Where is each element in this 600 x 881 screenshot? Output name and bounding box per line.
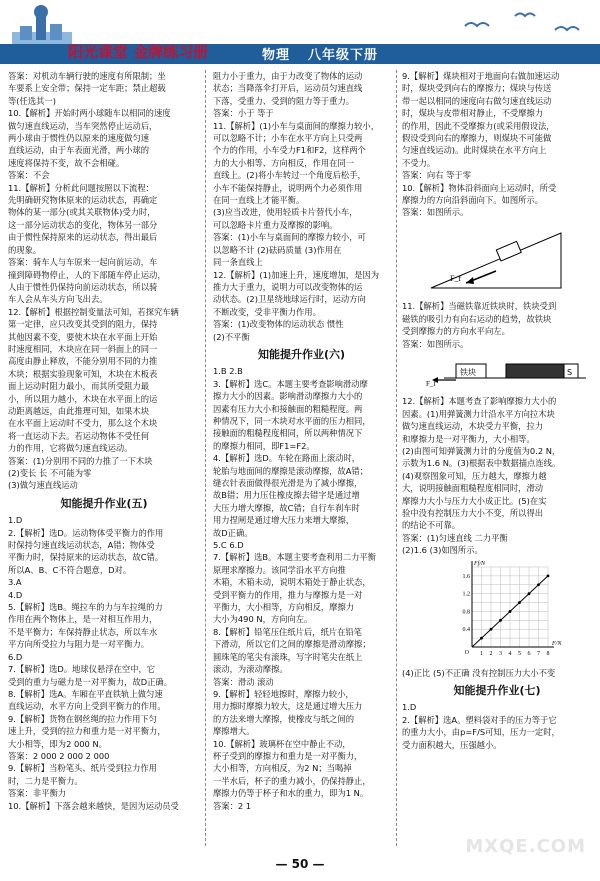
text-line: 木箱，木箱未动，说明木箱处于静止状态，	[213, 577, 371, 588]
text-line: 摩擦增大。	[213, 726, 255, 737]
text-line: 9.【解析】货物在钢丝绳的拉力作用下匀	[8, 713, 157, 724]
text-line: 可以忽略卡片重力及摩擦的影响。	[213, 219, 338, 230]
data-point	[499, 619, 502, 622]
text-line: 1.B 2.B	[213, 366, 243, 377]
text-line: 匀速直线运动)。此时煤块在水平方向上	[402, 145, 547, 156]
text-line: 的作用，因此不受摩擦力(或采用假设法，	[402, 120, 555, 131]
text-line: 12.【解析】(1)加速上升，速度增加，是因为	[213, 269, 379, 280]
y-tick-label: 0.4	[462, 626, 470, 633]
text-line: 8.【解析】铅笔压住纸片后，纸片在铅笔	[213, 626, 362, 637]
text-line: 时保持匀速直线运动状态，A错；物体受	[8, 540, 155, 551]
text-line: 时速度相同，木块应在同一斜面上的同一	[8, 343, 158, 354]
text-line: 小，所以阻力越小，木块在水平面上的运	[8, 393, 158, 404]
text-line: 直线运动，水平方向上受到平衡力的作用。	[8, 701, 166, 712]
text-line: 受到摩擦力的方向水平向左。	[402, 326, 510, 337]
text-line: 大，说明接触面粗糙程度相同时，滑动	[402, 483, 544, 494]
text-line: 下落，受重力、受到的阻力等于重力。	[213, 95, 355, 106]
text-line: 答案：骑车人与车原来一起向前运动，车	[8, 257, 158, 268]
text-line: 假设受到向右的摩擦力，则煤块不可能做	[402, 133, 552, 144]
text-line: 人由于惯性仍保持向前运动状态，所以骑	[8, 281, 158, 292]
text-line: 大小相等，方向相反，为2 N；当喝掉	[213, 763, 352, 774]
x-tick-label: 7	[537, 650, 540, 657]
text-line: 不受力。	[402, 157, 436, 168]
origin-label: O	[464, 649, 469, 656]
text-line: 动距离越远，由此推理可知，如果木块	[8, 405, 150, 416]
text-line: 10.【解析】开始时两小球随车以相同的速度	[8, 108, 171, 119]
text-line: 时，二力是平衡力。	[8, 775, 83, 786]
data-point	[528, 592, 531, 595]
text-line: 缝衣针表面做得很光滑是为了减小摩擦，	[213, 478, 363, 488]
text-line: 9.【解析】煤块相对于地面向右做加速运动	[402, 71, 560, 81]
text-line: 答案：如图所示。	[402, 207, 469, 218]
text-line: 状态；当降落伞打开后，运动员匀速直线	[213, 83, 363, 94]
text-line: 答案：(1)匀速直线 二力平衡	[402, 532, 508, 543]
text-line: (3)做匀速直线运动	[8, 480, 78, 491]
text-line: 圆珠笔的笔尖有滚珠，写字时笔尖在纸上	[213, 651, 363, 662]
text-line: 小车不能保持静止，说明两个力必须作用	[213, 182, 363, 193]
tower-illustration-icon	[12, 4, 72, 48]
text-line: 擦力大小的因素。影响滑动摩擦力大小的	[213, 391, 363, 402]
text-line: 做匀速直线运动，当车突然停止运动后，	[8, 120, 158, 131]
text-line: 示数为1.6 N。(3)根据表中数据描点连线。	[402, 458, 561, 469]
text-line: 的重力大小，由p=F/S可知，压力一定时，	[402, 727, 560, 738]
text-line: 答案：小于 等于	[213, 108, 274, 119]
text-line: 物体的某一部分(或其关联物体)受力时，	[8, 207, 156, 218]
text-line: 12.【解析】本题考查了影响摩擦力大小的	[402, 396, 557, 407]
text-line: 作用在两个物体上，是一对相互作用力，	[8, 614, 158, 625]
text-line: (4)观察图象可知，压力越大，摩擦力越	[402, 470, 547, 481]
y-tick-label: 0.8	[462, 609, 470, 616]
text-line: 车人会从车头方向飞出去。	[8, 294, 108, 305]
text-line: (2)变长 长 不可能为零	[8, 468, 92, 478]
text-line: 先明确研究物体原来的运动状态，再确定	[8, 195, 158, 206]
text-line: 答案：对机动车辆行驶的速度有所限制；坐	[8, 71, 166, 81]
text-line: (4)正比 (5)不正确 没有控制压力大小不变	[402, 667, 556, 678]
friction-label: F_f	[426, 379, 436, 388]
x-axis-label: F/N	[552, 640, 562, 647]
col1-text-block	[8, 70, 200, 492]
text-line: 受力面积越大，压强越小。	[402, 739, 502, 750]
magnet-pole-label: S	[567, 367, 573, 377]
text-line: 11.【解析】分析此问题按照以下流程：	[8, 182, 154, 193]
text-line: 面上运动时阻力最小，而其所受阻力最	[8, 381, 150, 392]
text-line: 5.【解析】选B。绳拉车的力与车拉绳的力	[8, 602, 163, 613]
text-line: (2)1.6 (3)如图所示。	[402, 545, 483, 556]
page-header	[0, 0, 600, 66]
text-line: 以忽略不计 (2)砝码质量 (3)作用在	[213, 244, 342, 255]
text-line: 3.【解析】选C。本题主要考查影响滑动摩	[213, 378, 368, 389]
text-line: 平衡力时，保持原来的运动状态，故C错。	[8, 552, 164, 563]
x-tick-label: 8	[546, 650, 550, 657]
text-line: 受到平衡力的作用，推力与摩擦力是一对	[213, 589, 363, 600]
text-line: 时，煤块受到向右的摩擦力；煤块与传送	[402, 83, 552, 94]
text-line: 答案：2 000 2 000 2 000	[8, 750, 110, 761]
data-point	[537, 583, 540, 586]
text-line: 2.【解析】选A。塑料袋对手的压力等于它	[402, 714, 557, 725]
text-line: 这一部分运动状态的变化，物体另一部分	[8, 219, 158, 230]
text-line: 6.D	[8, 651, 23, 662]
text-line: 平衡力，大小相等，方向相反，摩擦力	[213, 602, 355, 613]
text-line: 因素有压力大小和接触面的粗糙程度。两	[213, 403, 363, 414]
text-line: 5.C 6.D	[213, 540, 244, 551]
magnet-diagram	[426, 354, 586, 388]
text-line: 高度由静止释放，不能分别用不同的力推	[8, 356, 158, 367]
text-line: 两小球由于惯性仍以原来的速度做匀速	[8, 133, 150, 144]
text-line: 所以A、B、C不符合题意，D对。	[8, 564, 132, 575]
watermark: MXQE.COM	[465, 836, 586, 857]
text-line: 受到的重力与磁力是一对平衡力，故D正确。	[8, 676, 173, 687]
x-tick-label: 6	[527, 650, 531, 657]
incline-force-label: F_f	[450, 273, 462, 283]
text-line: 答案：如图所示。	[402, 338, 469, 349]
text-line: (2)不平衡	[213, 331, 250, 342]
text-line: 可以忽略不计；小车在水平方向上只受两	[213, 133, 363, 144]
text-line: 杯子受到的摩擦力和重力是一对平衡力，	[213, 750, 363, 761]
text-line: 撞到障碍物停止，人的下部随车停止运动，	[8, 269, 166, 280]
text-line: 11.【解析】当磁铁靠近铁块时，铁块受到	[402, 301, 557, 312]
text-line: 答案：滑动 滚动	[213, 676, 274, 687]
friction-chart	[450, 557, 560, 667]
y-tick-label: 1.6	[462, 573, 470, 580]
text-line: 1.D	[402, 702, 417, 713]
text-line: 答案：(1)分别用不同的力推了一下木块	[8, 455, 153, 466]
column-1	[8, 70, 200, 812]
text-line: 的摩擦力相同，即F1=F2。	[213, 440, 315, 451]
section-title-5: 知能提升作业(五)	[60, 496, 148, 510]
text-line: 和摩擦力是一对平衡力，大小相等。	[402, 433, 535, 444]
text-line: 由于惯性保持原来的运动状态，得出最后	[8, 232, 158, 243]
column-divider	[205, 70, 206, 846]
text-line: 的现象。	[8, 244, 42, 255]
column-3	[402, 70, 592, 751]
column-divider	[396, 70, 397, 846]
text-line: 接触面的粗糙程度相同，所以两种情况下	[213, 428, 363, 439]
x-tick-label: 3	[499, 650, 502, 657]
iron-block-label: 铁块	[460, 367, 476, 377]
text-line: 速度将保持不变，故不会相碰。	[8, 157, 125, 168]
x-tick-label: 4	[508, 650, 512, 657]
text-line: 4.D	[8, 589, 23, 600]
text-line: 车要系上安全带；保持一定车距；禁止超载	[8, 83, 166, 94]
x-tick-label: 2	[489, 650, 493, 657]
x-tick-label: 1	[480, 650, 483, 657]
text-line: 8.【解析】选A。车厢在平直铁轨上做匀速	[8, 688, 163, 699]
col2-text-block-2	[213, 365, 390, 812]
text-line: 推力大于重力，说明力可以改变物体的运	[213, 281, 363, 292]
text-line: 9.【解析】当粉笔头、纸片受到拉力作用	[8, 763, 157, 774]
col3-text-block	[402, 70, 592, 219]
text-line: 2.【解析】选D。运动物体受平衡力的作用	[8, 527, 164, 538]
col3-text-block-d	[402, 667, 592, 679]
text-line: 7.【解析】选D。地球仪悬浮在空中，它	[8, 664, 156, 675]
section-title-6: 知能提升作业(六)	[257, 347, 346, 361]
text-line: 速上升，受到的拉力和重力是一对平衡力，	[8, 726, 166, 737]
section-title-7: 知能提升作业(七)	[453, 684, 541, 697]
text-line: 下滑动，所以它们之间的摩擦是滑动摩擦；	[213, 639, 371, 650]
book-title: 阳光课堂 金牌练习册	[68, 43, 209, 61]
text-line: 10.【解析】物体沿斜面向上运动时，所受	[402, 182, 557, 193]
text-line: 做匀速直线运动，木块受力平衡，拉力	[402, 421, 544, 432]
text-line: 第一定律，应只改变其受到的阻力，保持	[8, 319, 158, 330]
text-line: 力的作用，它将做匀速直线运动。	[8, 443, 133, 454]
text-line: 4.【解析】选D。车轮在路面上滚动时，	[213, 453, 361, 464]
text-line: 10.【解析】下落会越来越快，是因为运动员受	[8, 800, 179, 811]
text-line: 答案：2 1	[213, 800, 252, 811]
text-line: 12.【解析】根据控制变量法可知，若探究车辆	[8, 306, 179, 317]
data-point	[518, 601, 521, 604]
text-line: 不是平衡力；车保持静止状态，所以车水	[8, 626, 158, 637]
text-line: 其他因素不变，要使木块在水平面上开始	[8, 331, 158, 342]
text-line: 同一条直线上	[213, 257, 263, 268]
text-line: 不断改变，受非平衡力作用。	[213, 306, 321, 317]
text-line: 1.D	[8, 515, 23, 526]
col3-text-block-c	[402, 395, 592, 556]
column-2	[213, 70, 390, 812]
text-line: 答案：向右 等于零	[402, 170, 472, 181]
text-line: 直线上。(2)将小车转过一个角度后松手，	[213, 170, 366, 181]
text-line: 大小相等，即为2 000 N。	[8, 738, 107, 749]
page-number: — 50 —	[275, 857, 325, 871]
text-line: 木块；根据实验现象可知，木块在木板表	[8, 368, 158, 379]
text-line: 在同一直线上才能平衡。	[213, 195, 305, 206]
text-line: 答案：(1)小车与桌面间的摩擦力较小，可	[213, 232, 366, 243]
text-line: 用力擦时摩擦力较大，这是通过增大压力	[213, 701, 363, 712]
text-line: 大压力增大摩擦，故C错；自行车刹车时	[213, 502, 360, 513]
text-line: 力的大小相等、方向相反，作用在同一	[213, 157, 355, 168]
text-line: 个力的作用，小车受力F1和F2，这样两个	[213, 145, 366, 156]
text-line: 在水平面上运动时不受力，那么这个木块	[8, 418, 158, 429]
birds-icon	[455, 6, 595, 46]
text-line: 9.【解析】轻轻地擦时，摩擦力较小，	[213, 688, 354, 699]
x-tick-label: 5	[518, 650, 521, 657]
text-line: 验中没有控制压力大小不变，所以得出	[402, 507, 544, 518]
text-line: 一半水后，杯子的重力减小，仍保持静止，	[213, 775, 371, 786]
text-line: (2)由图可知弹簧测力计的分度值为0.2 N，	[402, 445, 561, 456]
text-line: 11.【解析】(1)小车与桌面间的摩擦力较小，	[213, 120, 379, 131]
text-line: 答案：非平衡力	[8, 788, 67, 799]
col2-text-block	[213, 70, 390, 343]
text-line: 阻力小于重力，由于力改变了物体的运动	[213, 71, 363, 81]
data-point	[547, 574, 550, 577]
text-line: 10.【解析】玻璃杯在空中静止不动，	[213, 738, 351, 749]
text-line: 原理求摩擦力。该同学沿水平方向推	[213, 564, 346, 575]
text-line: 因素。(1)用弹簧测力计沿水平方向拉木块	[402, 408, 555, 419]
text-line: 将一直运动下去。若运动物体不受任何	[8, 430, 150, 441]
text-line: 故B错；用力压住橡皮擦去错字是通过增	[213, 490, 360, 501]
text-line: 轮胎与地面间的摩擦是滚动摩擦，故A错；	[213, 465, 369, 476]
col3-text-block-b	[402, 300, 592, 350]
text-line: 等(任选其一)	[8, 95, 56, 106]
text-line: 摩擦力仍等于杯子和水的重力，即为1 N。	[213, 788, 369, 799]
data-point	[490, 627, 493, 630]
text-line: 磁铁的吸引力有向右运动的趋势，故铁块	[402, 313, 552, 324]
text-line: 3.A	[8, 577, 22, 588]
data-point	[480, 636, 483, 639]
incline-diagram	[426, 223, 566, 293]
text-line: (3)应当改进，使用轻质卡片替代小车，	[213, 207, 358, 218]
col3-text-block-e	[402, 701, 592, 751]
y-axis-label: Ff/N	[474, 560, 486, 567]
text-line: 种情况下，同一木块对水平面的压力相同，	[213, 415, 371, 426]
text-line: 用力捏闸是通过增大压力来增大摩擦，	[213, 515, 355, 526]
text-line: 平方向所受拉力与阻力是一对平衡力。	[8, 639, 150, 650]
data-point	[509, 610, 512, 613]
text-line: 摩擦力的方向沿斜面向下。如图所示。	[402, 195, 544, 206]
text-line: 7.【解析】选B。本题主要考查利用二力平衡	[213, 552, 376, 563]
text-line: 直线运动，由于车表面光滑，两小球的	[8, 145, 150, 156]
text-line: 时，煤块与皮带相对静止，不受摩擦力	[402, 108, 544, 119]
text-line: 答案：(1)改变物体的运动状态 惯性	[213, 319, 344, 330]
text-line: 带一起以相同的速度向右做匀速直线运动	[402, 95, 552, 106]
text-line: 动状态。(2)卫星绕地球运行时，运动方向	[213, 294, 366, 305]
y-tick-label: 1.2	[462, 591, 470, 598]
text-line: 滚动，为滚动摩擦。	[213, 664, 288, 675]
text-line: 的方法来增大摩擦，使橡皮与纸之间的	[213, 713, 355, 724]
text-line: 的结论不可靠。	[402, 520, 461, 531]
subject-label: 物理	[262, 48, 291, 63]
text-line: 故D正确。	[213, 527, 253, 538]
text-line: 大小为490 N，方向向左。	[213, 614, 313, 625]
grade-label: 八年级下册	[308, 48, 379, 63]
text-line: 摩擦力大小与压力大小成正比。(5)在实	[402, 495, 547, 506]
col1-text-block-2	[8, 514, 200, 812]
text-line: 答案：不会	[8, 170, 50, 181]
